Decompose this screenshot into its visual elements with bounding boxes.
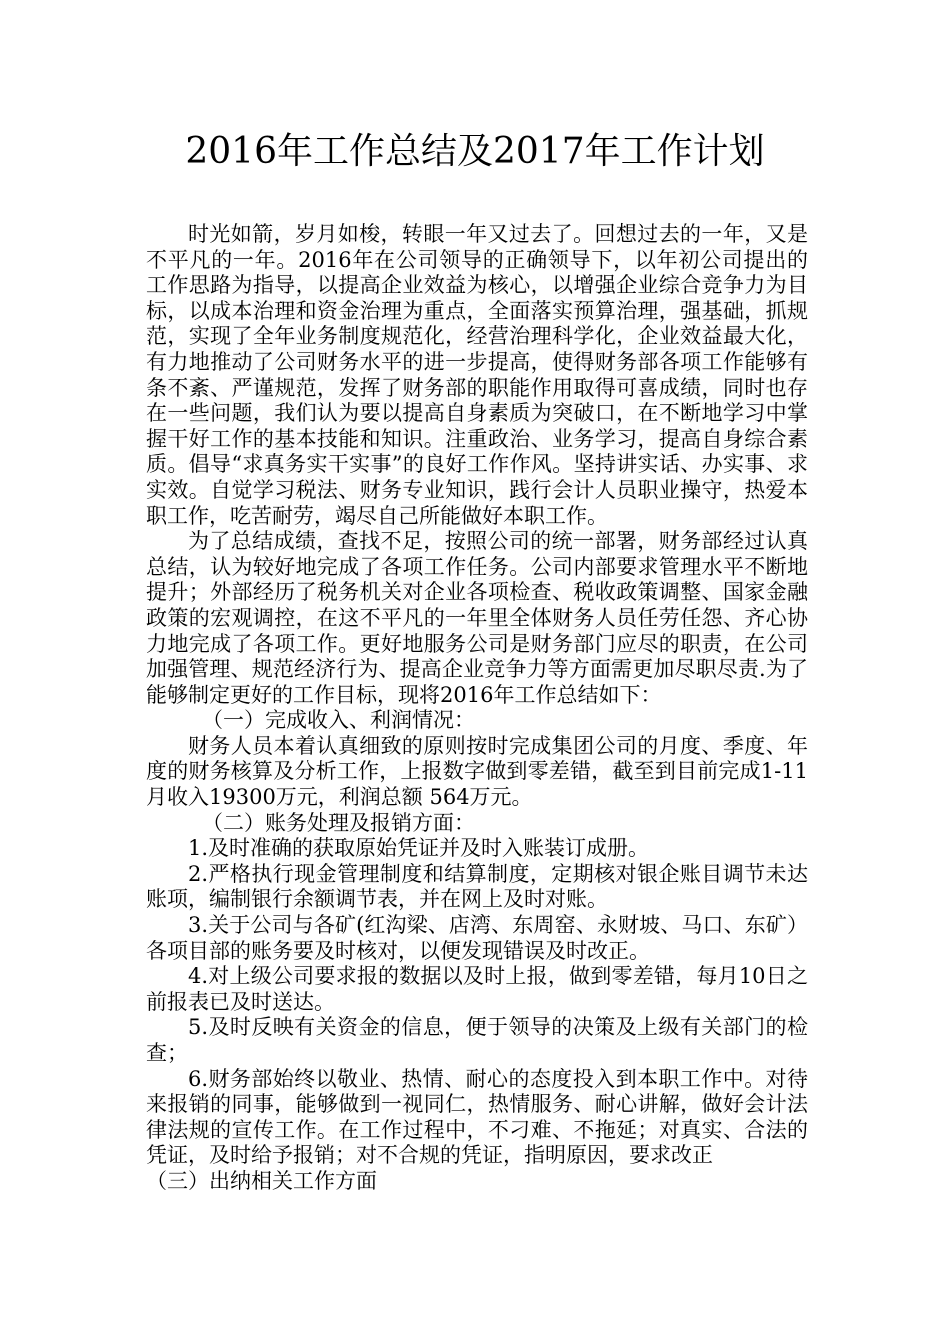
section-heading-income: （一）完成收入、利润情况： [202,708,475,733]
section-heading-cashier: （三）出纳相关工作方面 [146,1168,377,1193]
paragraph-intro: 时光如箭，岁月如梭，转眼一年又过去了。回想过去的一年，又是不平凡的一年。2016年在公司领导的正确领导下，以年初公司提出的工作思路为指导，以提高企业效益为核心，以增强企业综合竞争力为目标，以成本治理和资金治理为重点，全面落实预算治理，强基础，抓规范，实现了全年业务制度规范化，经营治理科学化，企业效益最大化，有力地推动了公司财务水平的进一步提高，使得财务部各项工作能够有条不紊、严谨规范，发挥了财务部的职能作用取得可喜成绩，同时也存在一些问题，我们认为要以提高自身素质为突破口，在不断地学习中掌握干好工作的基本技能和知识。注重政治、业务学习，提高自身综合素质。倡导“求真务实干实事”的良好工作作风。坚持讲实话、办实事、求实效。自觉学习税法、财务专业知识，践行会计人员职业操守，热爱本职工作，吃苦耐劳，竭尽自己所能做好本职工作。 [146,222,808,528]
document-title: 2016年工作总结及2017年工作计划 [185,131,765,172]
paragraph-income: 财务人员本着认真细致的原则按时完成集团公司的月度、季度、年度的财务核算及分析工作，上报数字做到零差错，截至到目前完成1-11月收入19300万元，利润总额 564万元。 [146,733,808,810]
document-body [146,222,808,1195]
list-item-1: 1.及时准确的获取原始凭证并及时入账装订成册。 [188,836,650,861]
section-heading-accounts: （二）账务处理及报销方面： [202,810,475,835]
list-item-5: 5.及时反映有关资金的信息，便于领导的决策及上级有关部门的检查； [146,1015,808,1065]
list-item-3: 3.关于公司与各矿(红沟梁、店湾、东周窑、永财坡、马口、东矿）各项目部的账务要及时核对，以便发现错误及时改正。 [146,913,808,963]
list-item-4: 4.对上级公司要求报的数据以及时上报，做到零差错，每月10日之前报表已及时送达。 [146,964,808,1014]
list-item-2: 2.严格执行现金管理制度和结算制度，定期核对银企账目调节未达账项，编制银行余额调节表，并在网上及时对账。 [146,861,808,912]
paragraph-summary: 为了总结成绩，查找不足，按照公司的统一部署，财务部经过认真总结，认为较好地完成了各项工作任务。公司内部要求管理水平不断地提升；外部经历了税务机关对企业各项检查、税收政策调整、国家金融政策的宏观调控，在这不平凡的一年里全体财务人员任劳任怨、齐心协力地完成了各项工作。更好地服务公司是财务部门应尽的职责，在公司加强管理、规范经济行为、提高企业竞争力等方面需更加尽职尽责.为了能够制定更好的工作目标，现将2016年工作总结如下： [146,529,808,707]
list-item-6: 6.财务部始终以敬业、热情、耐心的态度投入到本职工作中。对待来报销的同事，能够做到一视同仁，热情服务、耐心讲解，做好会计法律法规的宣传工作。在工作过程中，不刁难、不拖延；对真实、合法的凭证，及时给予报销；对不合规的凭证，指明原因，要求改正 [146,1066,808,1168]
